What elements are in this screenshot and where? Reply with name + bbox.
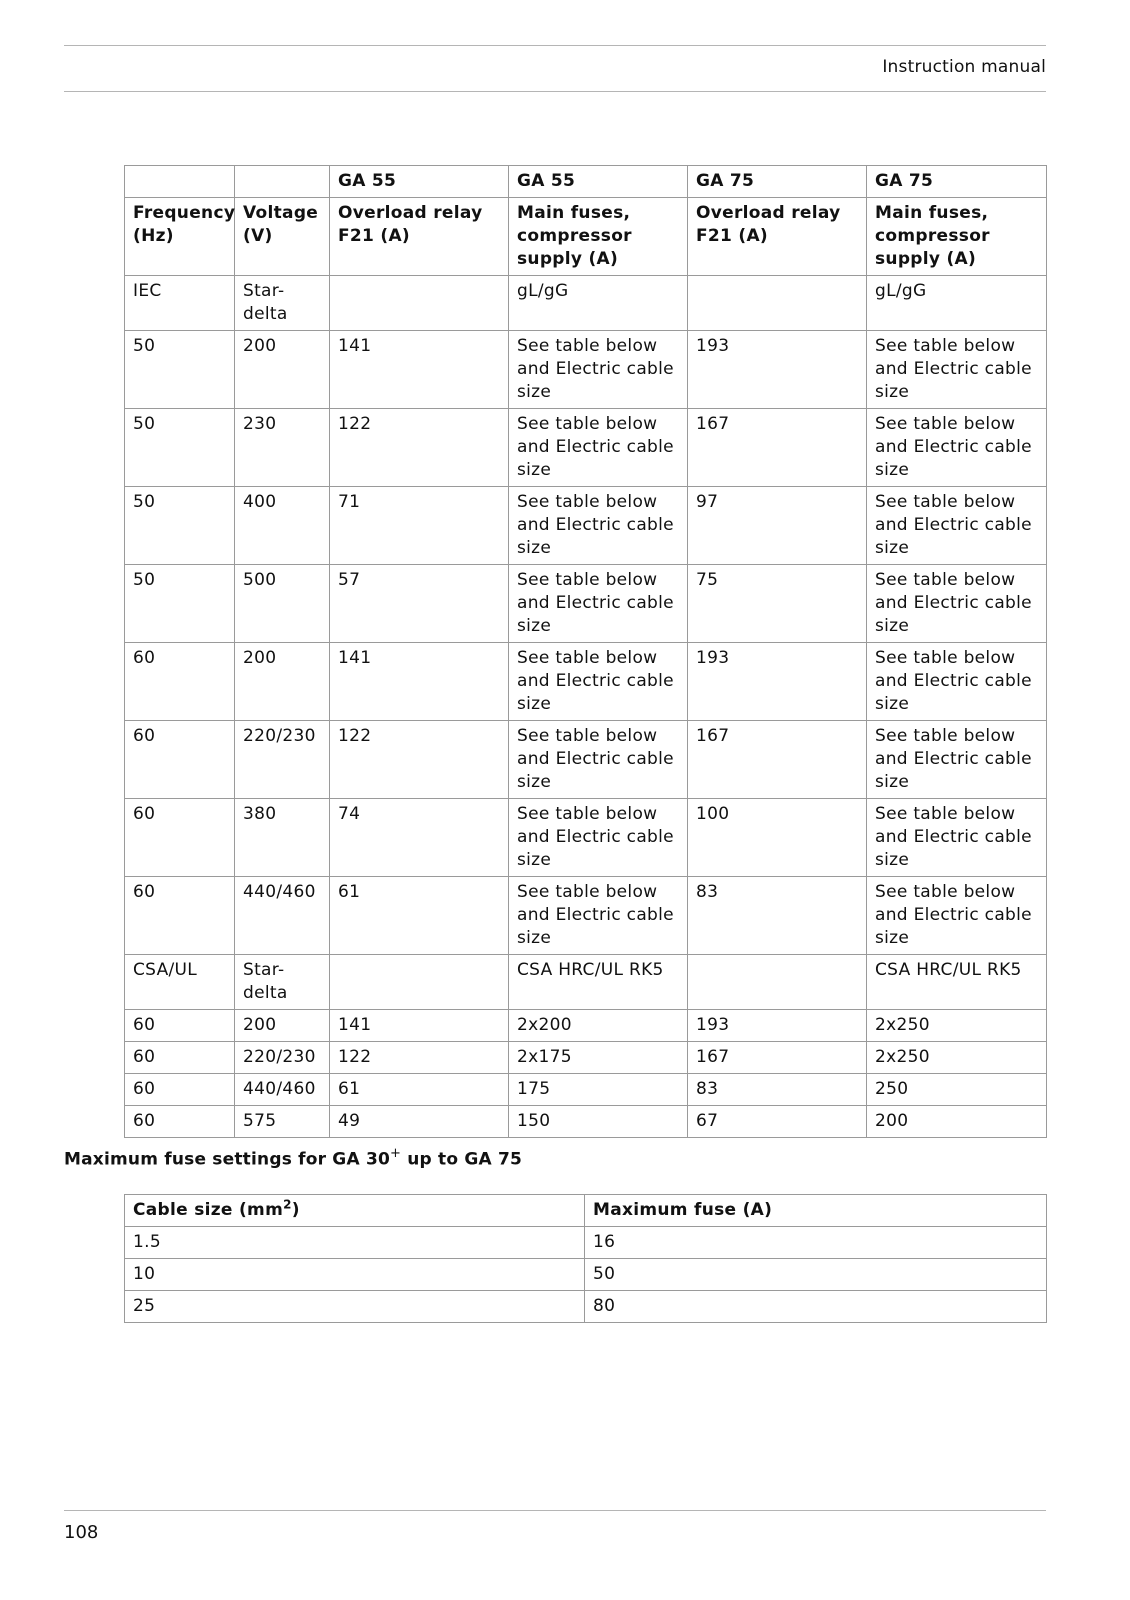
table-cell: 60	[125, 799, 235, 877]
table-cell	[330, 276, 509, 331]
header-top-rule	[64, 45, 1046, 46]
table-cell: 50	[125, 409, 235, 487]
maximum-fuse-table	[124, 1194, 1047, 1323]
table-cell: 122	[330, 1042, 509, 1074]
table-cell: CSA HRC/UL RK5	[867, 955, 1047, 1010]
table-cell: See table below and Electric cable size	[867, 487, 1047, 565]
table-cell: 61	[330, 1074, 509, 1106]
table-cell: See table below and Electric cable size	[509, 799, 688, 877]
model-cell: GA 75	[867, 166, 1047, 198]
table-cell: See table below and Electric cable size	[867, 331, 1047, 409]
column-header: Main fuses, compressor supply (A)	[509, 198, 688, 276]
model-cell: GA 75	[688, 166, 867, 198]
table-cell: 75	[688, 565, 867, 643]
table-cell: 200	[235, 1010, 330, 1042]
column-header-row	[125, 1195, 1047, 1227]
page-number: 108	[64, 1522, 99, 1543]
table-cell: 60	[125, 721, 235, 799]
model-cell: GA 55	[330, 166, 509, 198]
column-header: Voltage (V)	[235, 198, 330, 276]
table-cell: 57	[330, 565, 509, 643]
model-row	[125, 166, 1047, 198]
table-cell: 16	[585, 1227, 1047, 1259]
table-cell: 49	[330, 1106, 509, 1138]
overload-fuse-table	[124, 165, 1047, 1138]
header-title: Instruction manual	[882, 57, 1046, 77]
table-cell: 575	[235, 1106, 330, 1138]
table-cell: gL/gG	[509, 276, 688, 331]
table-row	[125, 877, 1047, 955]
table-cell: 440/460	[235, 1074, 330, 1106]
table-cell: See table below and Electric cable size	[867, 721, 1047, 799]
model-cell	[125, 166, 235, 198]
column-header: Overload relay F21 (A)	[330, 198, 509, 276]
table-cell: 10	[125, 1259, 585, 1291]
section-heading	[64, 1147, 522, 1170]
table-cell: 97	[688, 487, 867, 565]
table-cell: 200	[235, 643, 330, 721]
table-cell: See table below and Electric cable size	[867, 409, 1047, 487]
table-cell: 141	[330, 331, 509, 409]
table-row	[125, 331, 1047, 409]
table-cell: 60	[125, 1106, 235, 1138]
column-header-cable-size	[125, 1195, 585, 1227]
section-heading-tail: up to GA 75	[407, 1149, 523, 1170]
table-cell	[688, 955, 867, 1010]
table-cell: 150	[509, 1106, 688, 1138]
header-text: )	[291, 1200, 300, 1220]
table-cell: 193	[688, 1010, 867, 1042]
table-cell: 400	[235, 487, 330, 565]
table-body	[125, 1227, 1047, 1323]
header-bottom-rule	[64, 91, 1046, 92]
table-cell: 60	[125, 877, 235, 955]
table-cell: 60	[125, 643, 235, 721]
table-cell: 50	[125, 565, 235, 643]
table-cell: 141	[330, 643, 509, 721]
table-row	[125, 721, 1047, 799]
table-cell: See table below and Electric cable size	[867, 643, 1047, 721]
table-cell: 71	[330, 487, 509, 565]
table-cell: See table below and Electric cable size	[509, 409, 688, 487]
table-cell: 500	[235, 565, 330, 643]
column-header-row	[125, 198, 1047, 276]
table-cell: 220/230	[235, 721, 330, 799]
table-cell: See table below and Electric cable size	[509, 877, 688, 955]
table-cell: Star-delta	[235, 955, 330, 1010]
table-cell: IEC	[125, 276, 235, 331]
table-cell: 122	[330, 409, 509, 487]
table-cell: 83	[688, 1074, 867, 1106]
table-cell: 100	[688, 799, 867, 877]
table-cell: CSA HRC/UL RK5	[509, 955, 688, 1010]
table-row	[125, 1074, 1047, 1106]
table-cell: 61	[330, 877, 509, 955]
model-cell	[235, 166, 330, 198]
table-cell: 175	[509, 1074, 688, 1106]
table-cell: 60	[125, 1074, 235, 1106]
table-cell: 250	[867, 1074, 1047, 1106]
table-cell: 2x250	[867, 1042, 1047, 1074]
table-cell: 440/460	[235, 877, 330, 955]
table-cell: 193	[688, 331, 867, 409]
table-cell: CSA/UL	[125, 955, 235, 1010]
section-heading-text: Maximum fuse settings for GA 30	[64, 1149, 390, 1170]
table-row	[125, 409, 1047, 487]
table-cell: 2x250	[867, 1010, 1047, 1042]
table-row	[125, 487, 1047, 565]
table-cell: See table below and Electric cable size	[509, 487, 688, 565]
column-header-max-fuse: Maximum fuse (A)	[585, 1195, 1047, 1227]
table-row	[125, 643, 1047, 721]
footer-rule	[64, 1510, 1046, 1511]
table-cell: 122	[330, 721, 509, 799]
table-cell: 380	[235, 799, 330, 877]
table-cell: 167	[688, 409, 867, 487]
table-cell: 25	[125, 1291, 585, 1323]
table-cell: 167	[688, 721, 867, 799]
table-cell: 220/230	[235, 1042, 330, 1074]
table-body	[125, 276, 1047, 1138]
model-cell: GA 55	[509, 166, 688, 198]
table-cell: 50	[585, 1259, 1047, 1291]
table-cell: See table below and Electric cable size	[509, 565, 688, 643]
table-cell: 1.5	[125, 1227, 585, 1259]
table-row	[125, 1227, 1047, 1259]
table-cell: gL/gG	[867, 276, 1047, 331]
table-cell: 60	[125, 1042, 235, 1074]
table-cell: 230	[235, 409, 330, 487]
table-cell: 2x175	[509, 1042, 688, 1074]
table-cell: See table below and Electric cable size	[867, 565, 1047, 643]
table-cell: 200	[867, 1106, 1047, 1138]
header-superscript: 2	[283, 1197, 292, 1212]
table-cell: 200	[235, 331, 330, 409]
table-cell: 50	[125, 331, 235, 409]
table-row	[125, 1010, 1047, 1042]
table-cell: Star-delta	[235, 276, 330, 331]
table-cell: 74	[330, 799, 509, 877]
table-cell: 60	[125, 1010, 235, 1042]
table-row	[125, 1291, 1047, 1323]
table-row	[125, 1106, 1047, 1138]
table-row	[125, 799, 1047, 877]
table-cell: 80	[585, 1291, 1047, 1323]
table-cell	[688, 276, 867, 331]
table-cell: 193	[688, 643, 867, 721]
table-cell: 2x200	[509, 1010, 688, 1042]
table-row	[125, 276, 1047, 331]
table-cell: See table below and Electric cable size	[867, 877, 1047, 955]
table-cell: 50	[125, 487, 235, 565]
column-header: Frequency (Hz)	[125, 198, 235, 276]
table-cell	[330, 955, 509, 1010]
table-row	[125, 1259, 1047, 1291]
table-cell: See table below and Electric cable size	[509, 331, 688, 409]
table-cell: 83	[688, 877, 867, 955]
table-row	[125, 955, 1047, 1010]
table-cell: 141	[330, 1010, 509, 1042]
table-row	[125, 565, 1047, 643]
table-cell: See table below and Electric cable size	[509, 721, 688, 799]
table-cell: See table below and Electric cable size	[867, 799, 1047, 877]
section-heading-superscript: +	[390, 1146, 402, 1161]
header-text: Cable size (mm	[133, 1200, 284, 1220]
table-cell: 67	[688, 1106, 867, 1138]
table-cell: See table below and Electric cable size	[509, 643, 688, 721]
column-header: Main fuses, compressor supply (A)	[867, 198, 1047, 276]
column-header: Overload relay F21 (A)	[688, 198, 867, 276]
table-row	[125, 1042, 1047, 1074]
table-cell: 167	[688, 1042, 867, 1074]
